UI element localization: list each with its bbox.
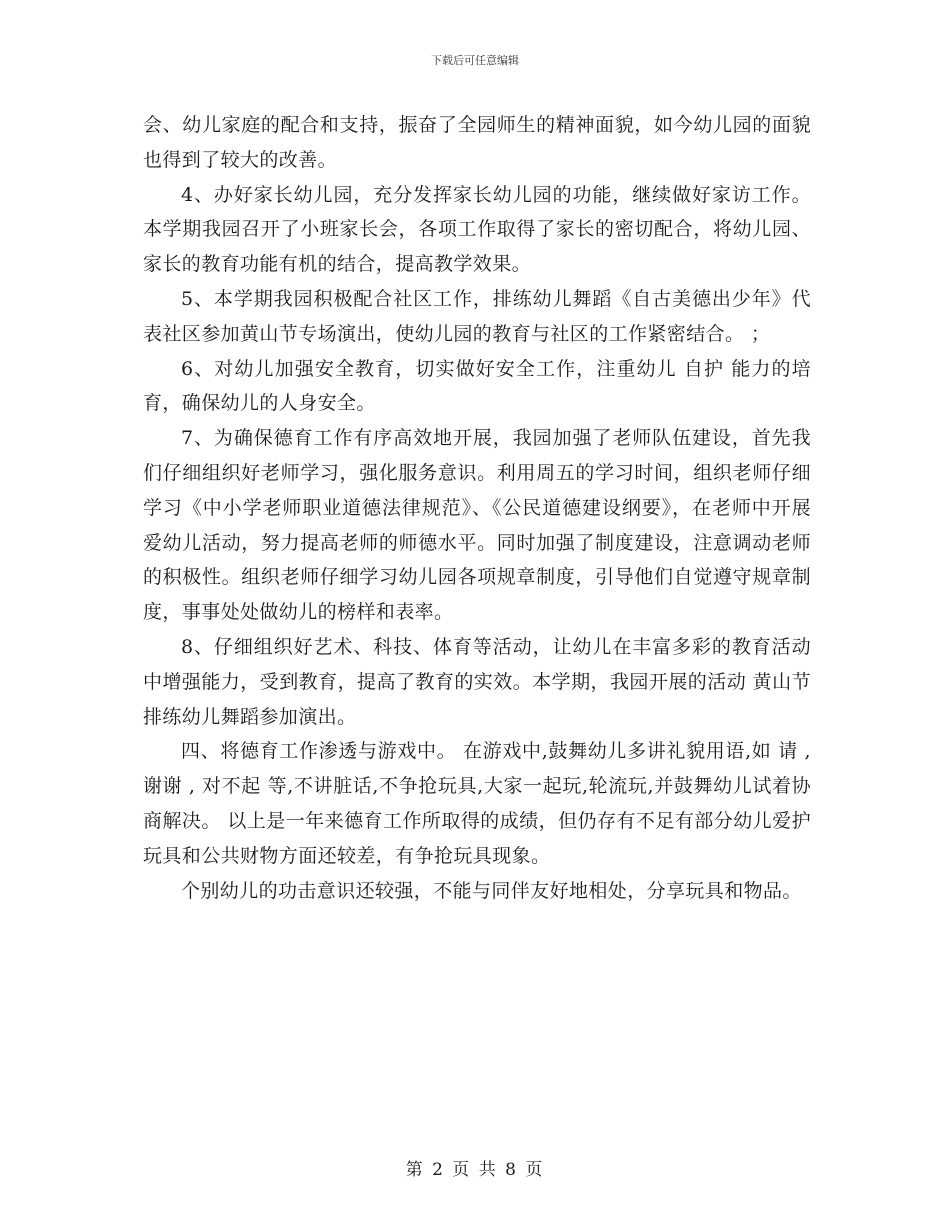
paragraph-7: 四、将德育工作渗透与游戏中。 在游戏中,鼓舞幼儿多讲礼貌用语,如 请 , 谢谢 , 对不起 等,不讲脏话,不争抢玩具,大家一起玩,轮流玩,并鼓舞幼儿试着协商解决。 以上是一年来德育工作所取得的成绩，但仍存有不足有部分幼儿爱护玩具和公共财物方面还较差，有争抢玩具现象。 <box>143 740 811 867</box>
page-footer: 第 2 页 共 8 页 <box>405 1160 545 1180</box>
paragraph-8: 个别幼儿的功击意识还较强，不能与同伴友好地相处，分享玩具和物品。 <box>181 879 802 902</box>
paragraph-4: 6、对幼儿加强安全教育，切实做好安全工作，注重幼儿 自护 能力的培育，确保幼儿的人身安全。 <box>143 357 811 415</box>
paragraph-6: 8、仔细组织好艺术、科技、体育等活动，让幼儿在丰富多彩的教育活动中增强能力，受到教育，提高了教育的实效。本学期，我园开展的活动 黄山节排练幼儿舞蹈参加演出。 <box>143 635 811 728</box>
paragraph-3: 5、本学期我园积极配合社区工作，排练幼儿舞蹈《自古美德出少年》代表社区参加黄山节专场演出，使幼儿园的教育与社区的工作紧密结合。 ； <box>143 287 811 345</box>
paragraph-5: 7、为确保德育工作有序高效地开展，我园加强了老师队伍建设，首先我们仔细组织好老师学习，强化服务意识。利用周五的学习时间，组织老师仔细学习《中小学老师职业道德法律规范》、《公民道德建设纲要》，在老师中开展爱幼儿活动，努力提高老师的师德水平。同时加强了制度建设，注意调动老师的积极性。组织老师仔细学习幼儿园各项规章制度，引导他们自觉遵守规章制度，事事处处做幼儿的榜样和表率。 <box>143 427 811 624</box>
document-body <box>143 108 811 908</box>
paragraph-2: 4、办好家长幼儿园，充分发挥家长幼儿园的功能，继续做好家访工作。本学期我园召开了小班家长会，各项工作取得了家长的密切配合，将幼儿园、家长的教育功能有机的结合，提高教学效果。 <box>143 183 811 276</box>
page-header: 下载后可任意编辑 <box>431 54 519 67</box>
paragraph-1: 会、幼儿家庭的配合和支持，振奋了全园师生的精神面貌，如今幼儿园的面貌也得到了较大的改善。 <box>143 114 811 171</box>
